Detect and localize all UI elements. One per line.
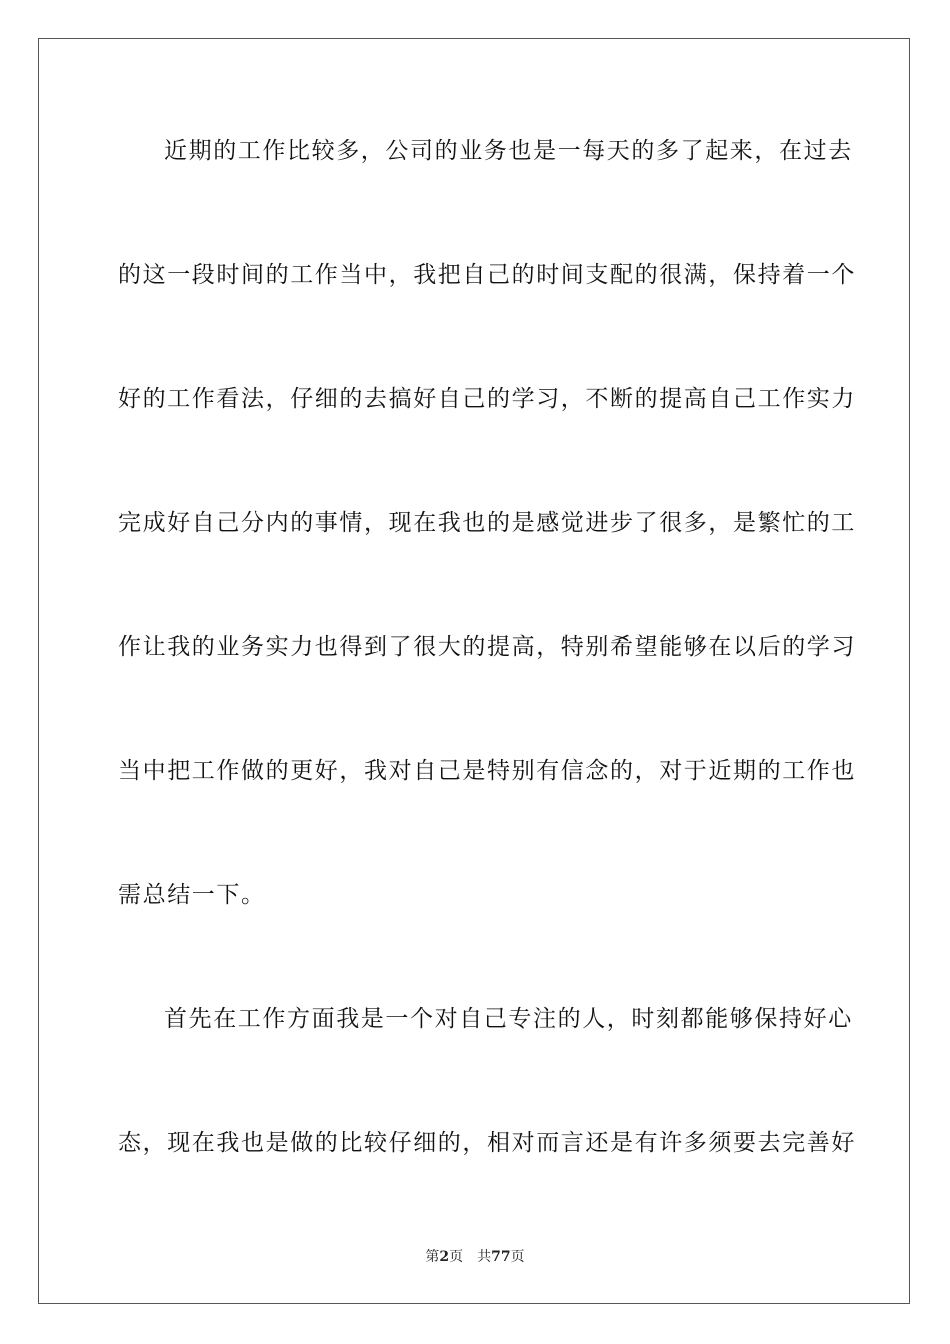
paragraph-1-line-5: 作让我的业务实力也得到了很大的提高，特别希望能够在以后的学习 <box>118 634 856 660</box>
paragraph-2-line-1: 首先在工作方面我是一个对自己专注的人，时刻都能够保持好心 <box>164 1006 853 1032</box>
total-prefix: 共 <box>477 1249 492 1265</box>
page-number: 2 <box>439 1249 450 1265</box>
paragraph-1-line-6: 当中把工作做的更好，我对自己是特别有信念的，对于近期的工作也 <box>118 758 856 784</box>
paragraph-2-line-2: 态，现在我也是做的比较仔细的，相对而言还是有许多须要去完善好 <box>118 1130 856 1156</box>
page-suffix: 页 <box>449 1249 464 1265</box>
total-pages: 77 <box>491 1249 511 1265</box>
page-border <box>38 38 910 1304</box>
total-suffix: 页 <box>510 1249 525 1265</box>
page-footer <box>0 1248 950 1266</box>
page-prefix: 第 <box>425 1249 440 1265</box>
paragraph-1-line-2: 的这一段时间的工作当中，我把自己的时间支配的很满，保持着一个 <box>118 262 856 288</box>
paragraph-1-line-3: 好的工作看法，仔细的去搞好自己的学习，不断的提高自己工作实力 <box>118 386 856 412</box>
paragraph-1-line-7: 需总结一下。 <box>118 882 266 908</box>
paragraph-1-line-1: 近期的工作比较多，公司的业务也是一每天的多了起来，在过去 <box>164 138 853 164</box>
paragraph-1-line-4: 完成好自己分内的事情，现在我也的是感觉进步了很多，是繁忙的工 <box>118 510 856 536</box>
